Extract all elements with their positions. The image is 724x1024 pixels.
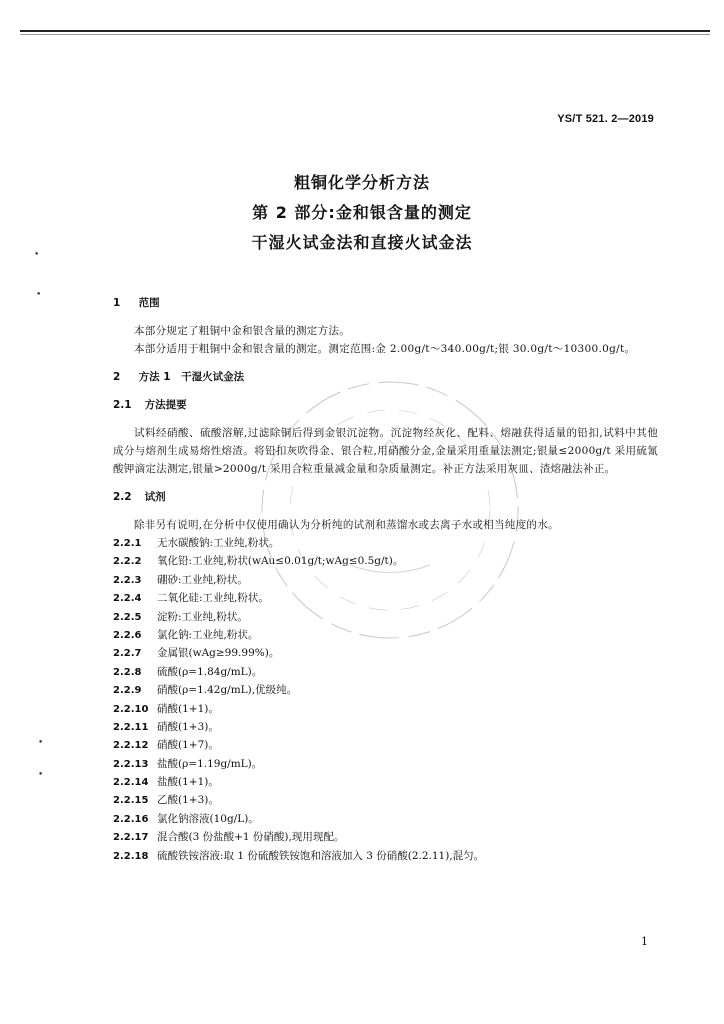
- item-text: 硝酸(1+3)。: [157, 720, 219, 733]
- standard-code: YS/T 521. 2—2019: [557, 113, 654, 125]
- item-text: 乙酸(1+3)。: [157, 794, 219, 807]
- scan-mark: •: [36, 290, 42, 300]
- section-1-heading: [113, 294, 658, 312]
- item-number: 2.2.16: [113, 813, 149, 825]
- list-item: [113, 681, 658, 699]
- list-item: [113, 663, 658, 681]
- scan-mark: •: [38, 770, 44, 780]
- list-item: [113, 644, 658, 662]
- page-number: 1: [641, 935, 648, 948]
- list-item: [113, 718, 658, 736]
- list-item: [113, 828, 658, 846]
- item-text: 氯化钠:工业纯,粉状。: [157, 628, 259, 641]
- header-rule: [20, 30, 710, 32]
- section-title: 方法提要: [144, 399, 187, 411]
- item-number: 2.2.8: [113, 666, 142, 678]
- item-text: 硼砂:工业纯,粉状。: [157, 573, 248, 586]
- list-item: [113, 534, 658, 552]
- scope-paragraph-1: 本部分规定了粗铜中金和银含量的测定方法。: [134, 325, 350, 337]
- item-text: 金属银(wAg≥99.99%)。: [157, 647, 280, 660]
- list-item: [113, 847, 658, 865]
- item-text: 氧化铅:工业纯,粉状(wAu≤0.01g/t;wAg≤0.5g/t)。: [157, 555, 404, 568]
- list-item: [113, 589, 658, 607]
- item-number: 2.2.3: [113, 574, 142, 586]
- title-line-2: 第 2 部分:金和银含量的测定: [252, 203, 472, 222]
- item-text: 盐酸(1+1)。: [157, 776, 219, 789]
- method-summary-paragraph: 试料经硝酸、硫酸溶解,过滤除铜后得到金银沉淀物。沉淀物经灰化、配料、熔融获得适量的铅扣,试料中其他成分与熔剂生成易熔性熔渣。将铅扣灰吹得金、银合粒,用硝酸分金,金量采用重量法测定;银量≤2000g/t 采用硫氰酸钾滴定法测定,银量>2000g/t 采用合粒重量减金量和杂质量测定。补正方法采用灰皿、渣熔融法补正。: [113, 427, 658, 475]
- list-item: [113, 773, 658, 791]
- item-text: 无水碳酸钠:工业纯,粉状。: [157, 537, 280, 549]
- section-number: 1: [113, 297, 121, 309]
- item-number: 2.2.9: [113, 685, 142, 697]
- item-number: 2.2.15: [113, 795, 149, 807]
- item-number: 2.2.2: [113, 556, 142, 568]
- reagents-intro-paragraph: 除非另有说明,在分析中仅使用确认为分析纯的试剂和蒸馏水或去离子水或相当纯度的水。: [134, 519, 559, 531]
- list-item: [113, 700, 658, 718]
- document-title: [0, 168, 724, 258]
- item-text: 硝酸(1+1)。: [157, 702, 219, 715]
- item-number: 2.2.6: [113, 629, 142, 641]
- item-number: 2.2.7: [113, 648, 142, 660]
- item-text: 盐酸(ρ=1.19g/mL)。: [157, 757, 263, 770]
- section-2-heading: [113, 368, 658, 386]
- section-number: 2.1: [113, 399, 132, 411]
- item-number: 2.2.17: [113, 832, 149, 844]
- item-number: 2.2.4: [113, 593, 142, 605]
- item-number: 2.2.5: [113, 611, 142, 623]
- item-number: 2.2.12: [113, 740, 149, 752]
- item-text: 硫酸铁铵溶液:取 1 份硫酸铁铵饱和溶液加入 3 份硝酸(2.2.11),混匀。: [157, 849, 485, 862]
- scope-paragraph-2: 本部分适用于粗铜中金和银含量的测定。测定范围:金 2.00g/t～340.00g/t;银 30.0g/t～10300.0g/t。: [134, 343, 636, 355]
- item-number: 2.2.11: [113, 721, 149, 733]
- item-text: 混合酸(3 份盐酸+1 份硝酸),现用现配。: [157, 831, 345, 844]
- item-text: 淀粉:工业纯,粉状。: [157, 610, 248, 623]
- scan-mark: •: [34, 250, 40, 260]
- main-content: [113, 294, 658, 865]
- list-item: [113, 736, 658, 754]
- section-number: 2: [113, 371, 121, 383]
- item-number: 2.2.13: [113, 758, 149, 770]
- item-text: 硫酸(ρ=1.84g/mL)。: [157, 665, 263, 678]
- item-number: 2.2.1: [113, 538, 142, 549]
- scan-mark: •: [38, 738, 44, 748]
- item-number: 2.2.10: [113, 703, 149, 715]
- item-number: 2.2.14: [113, 777, 149, 789]
- header-rule-thin: [20, 34, 710, 35]
- title-line-1: 粗铜化学分析方法: [293, 173, 430, 192]
- section-title: 试剂: [144, 491, 166, 503]
- item-number: 2.2.18: [113, 850, 149, 862]
- item-text: 氯化钠溶液(10g/L)。: [157, 812, 259, 825]
- item-text: 硝酸(1+7)。: [157, 739, 219, 752]
- list-item: [113, 626, 658, 644]
- item-text: 硝酸(ρ=1.42g/mL),优级纯。: [157, 684, 298, 697]
- title-line-3: 干湿火试金法和直接火试金法: [251, 233, 473, 252]
- section-title: 范围: [138, 297, 160, 309]
- list-item: [113, 791, 658, 809]
- section-number: 2.2: [113, 491, 132, 503]
- list-item: [113, 608, 658, 626]
- section-title: 方法 1 干湿火试金法: [138, 371, 245, 383]
- reagent-list: [113, 534, 658, 865]
- list-item: [113, 552, 658, 570]
- list-item: [113, 810, 658, 828]
- list-item: [113, 755, 658, 773]
- item-text: 二氧化硅:工业纯,粉状。: [157, 592, 269, 605]
- section-2-2-heading: [113, 488, 658, 506]
- list-item: [113, 571, 658, 589]
- section-2-1-heading: [113, 396, 658, 414]
